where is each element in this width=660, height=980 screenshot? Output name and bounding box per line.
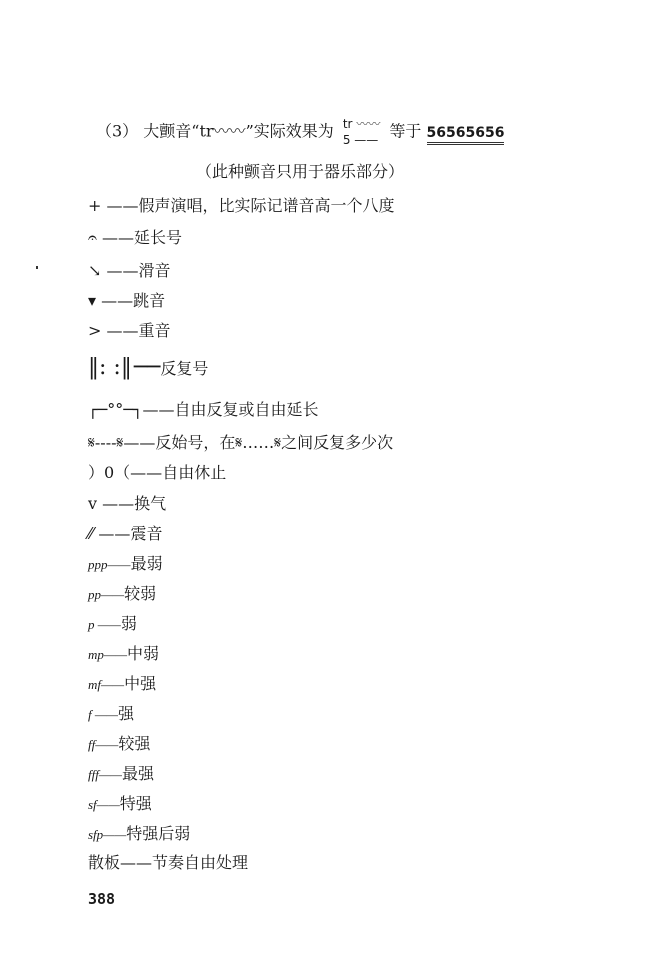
notation-description: 延长号 <box>133 228 182 247</box>
notation-symbol: mp—— <box>88 647 128 662</box>
notation-symbol: ┌─°°─┐—— <box>88 400 175 419</box>
notation-entry <box>88 584 156 605</box>
notation-entry <box>88 644 159 665</box>
section-number: （3） <box>96 121 139 141</box>
notation-description: 强 <box>117 704 134 723</box>
notation-description: 特强 <box>119 794 152 813</box>
repeat-sign-icon: ‖: :‖ <box>88 355 132 380</box>
notation-entry <box>88 794 152 815</box>
notation-symbol: ── <box>133 355 161 380</box>
notation-entry <box>88 321 171 341</box>
page-number: 388 <box>88 890 116 908</box>
notation-entry <box>88 494 166 514</box>
notation-entry <box>88 674 156 695</box>
notation-description: 特强后弱 <box>126 824 191 843</box>
notation-symbol: 𝄐 —— <box>88 228 134 247</box>
notation-entry <box>88 228 182 248</box>
notation-symbol: f —— <box>88 707 118 722</box>
notation-entry <box>88 463 226 483</box>
notation-description: 重音 <box>138 321 171 340</box>
notation-description: 反始号，在𝄋……𝄋之间反复多少次 <box>155 433 394 452</box>
notation-description: 换气 <box>134 494 167 513</box>
trill-notation-top: tr <box>342 117 353 131</box>
notation-entry <box>88 433 393 453</box>
notation-entry <box>88 554 163 575</box>
notation-description: 最强 <box>121 764 154 783</box>
notation-symbol: 散板—— <box>88 853 153 872</box>
notation-entry <box>88 704 134 725</box>
notation-entry <box>88 355 209 380</box>
notation-symbol: ff—— <box>88 737 119 752</box>
notation-description: 震音 <box>130 524 163 543</box>
notation-symbol: > —— <box>88 321 139 340</box>
notation-description: 弱 <box>120 614 137 633</box>
notation-description: 滑音 <box>138 261 171 280</box>
notation-entry <box>88 734 150 755</box>
notation-description: 较强 <box>118 734 151 753</box>
notation-entry <box>88 853 248 873</box>
notation-symbol: ↘ —— <box>88 261 139 280</box>
trill-heading-line <box>96 116 504 148</box>
notation-symbol: sf—— <box>88 797 120 812</box>
notation-description: 较弱 <box>124 584 157 603</box>
notation-symbol: pp—— <box>88 587 125 602</box>
trill-notation-wave-icon: 〰〰 <box>356 117 381 131</box>
notation-symbol: v —— <box>88 494 135 513</box>
notation-symbol: ⁄⁄ —— <box>88 524 131 543</box>
trill-wave-icon: 〰〰 <box>213 121 246 141</box>
notation-symbol: sfp—— <box>88 827 127 842</box>
trill-notation <box>343 116 380 148</box>
notation-entry <box>88 764 154 785</box>
notation-symbol: ）0（—— <box>88 463 163 482</box>
notation-entry <box>88 824 190 845</box>
trill-note: （此种颤音只用于器乐部分） <box>196 162 405 181</box>
notation-symbol: 𝄋----𝄋—— <box>88 433 156 452</box>
trill-result: 56565656 <box>427 125 505 145</box>
notation-description: 自由休止 <box>162 463 227 482</box>
notation-description: 中弱 <box>127 644 160 663</box>
notation-symbol: ppp—— <box>88 557 131 572</box>
trill-text-b: ”实际效果为 <box>245 121 334 141</box>
page-speck <box>36 266 38 269</box>
trill-notation-bottom: 5 —— <box>342 133 379 147</box>
notation-entry <box>88 261 171 281</box>
trill-text-c: 等于 <box>389 121 422 141</box>
notation-symbol: + —— <box>88 196 139 215</box>
notation-entry <box>88 524 162 544</box>
notation-symbol: fff—— <box>88 767 122 782</box>
notation-symbol: mf—— <box>88 677 125 692</box>
notation-symbol: p —— <box>88 617 121 632</box>
notation-description: 假声演唱，比实际记谱音高一个八度 <box>138 196 395 215</box>
notation-entry <box>88 291 165 311</box>
notation-description: 反复号 <box>160 359 209 378</box>
notation-symbol: ▾ —— <box>88 291 134 310</box>
notation-description: 中强 <box>124 674 157 693</box>
notation-entry <box>88 196 395 216</box>
notation-description: 自由反复或自由延长 <box>174 400 319 419</box>
notation-description: 节奏自由处理 <box>152 853 249 872</box>
notation-description: 最弱 <box>130 554 163 573</box>
notation-description: 跳音 <box>133 291 166 310</box>
notation-entry <box>88 400 319 420</box>
notation-entry <box>88 614 137 635</box>
trill-text-a: 大颤音“tr <box>143 121 214 141</box>
